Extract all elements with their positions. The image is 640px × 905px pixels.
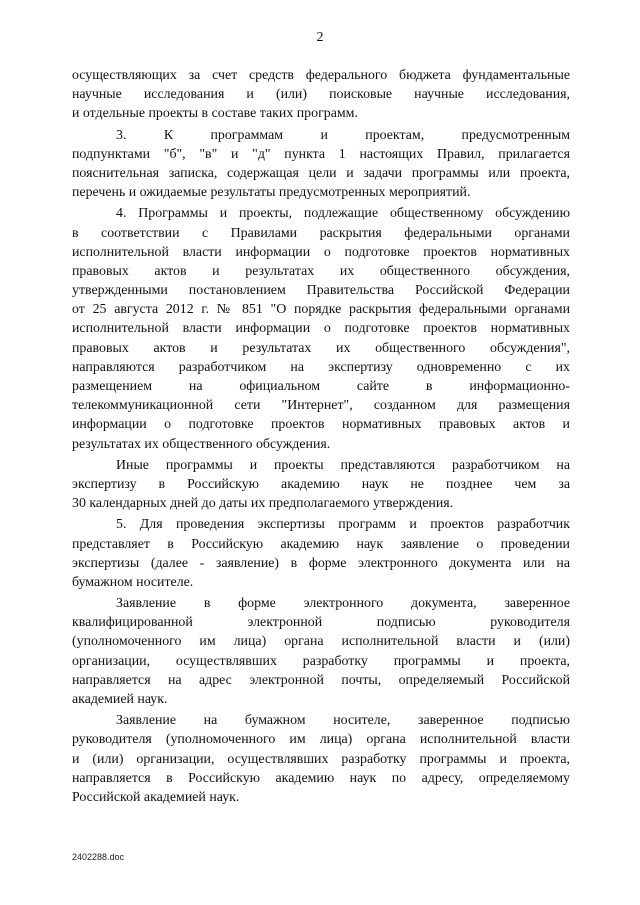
paragraph-continuation bbox=[72, 66, 570, 124]
text-line: Заявление в форме электронного документа, заверенное bbox=[116, 596, 570, 612]
text-line: телекоммуникационной сети "Интернет", созданном для размещения bbox=[72, 398, 570, 414]
text-line: Российской академией наук. bbox=[72, 789, 240, 805]
text-line: размещением на официальном сайте в информационно- bbox=[72, 379, 570, 394]
file-reference-footer: 2402288.doc bbox=[72, 852, 125, 862]
text-line: 4. Программы и проекты, подлежащие общественному обсуждению bbox=[116, 206, 570, 222]
text-line: научные исследования и (или) поисковые научные исследования, bbox=[72, 87, 570, 103]
text-line: правовых актов и результатах их общественного обсуждения, bbox=[72, 263, 570, 279]
text-line: академией наук. bbox=[72, 692, 168, 707]
text-line: подпунктами "б", "в" и "д" пункта 1 настоящих Правил, прилагается bbox=[72, 146, 570, 162]
text-line: 3. К программам и проектам, предусмотренным bbox=[116, 127, 570, 143]
text-line: исполнительной власти информации о подготовке проектов нормативных bbox=[72, 244, 570, 260]
text-line: руководителя (уполномоченного им лица) органа исполнительной власти bbox=[72, 732, 570, 748]
text-line: от 25 августа 2012 г. № 851 "О порядке раскрытия федеральными органами bbox=[72, 302, 570, 318]
paragraph-item-5-paper bbox=[72, 711, 570, 807]
text-line: экспертизы (далее - заявление) в форме электронного документа или на bbox=[72, 555, 570, 571]
text-line: исполнительной власти информации о подготовке проектов нормативных bbox=[72, 321, 570, 337]
text-line: бумажном носителе. bbox=[72, 574, 194, 590]
text-line: 5. Для проведения экспертизы программ и проектов разработчик bbox=[116, 517, 570, 533]
page-number: 2 bbox=[316, 30, 324, 45]
text-line: направляется на адрес электронной почты, определяемый Российской bbox=[72, 672, 570, 688]
text-line: квалифицированной электронной подписью руководителя bbox=[72, 615, 570, 631]
paragraph-item-5 bbox=[72, 515, 570, 592]
text-line: 30 календарных дней до даты их предполагаемого утверждения. bbox=[72, 496, 454, 512]
text-line: организации, осуществлявших разработку программы и проекта, bbox=[72, 653, 570, 669]
text-line: перечень и ожидаемые результаты предусмотренных мероприятий. bbox=[72, 185, 471, 201]
text-line: осуществляющих за счет средств федерального бюджета фундаментальные bbox=[72, 68, 570, 83]
text-line: информации о подготовке проектов нормативных правовых актов и bbox=[72, 417, 570, 433]
text-line: и (или) организации, осуществлявших разработку программы и проекта, bbox=[72, 751, 570, 767]
text-line: экспертизу в Российскую академию наук не позднее чем за bbox=[72, 476, 570, 492]
text-line: в соответствии с Правилами раскрытия федеральными органами bbox=[72, 225, 570, 241]
text-line: пояснительная записка, содержащая цели и задачи программы или проекта, bbox=[72, 165, 570, 181]
document-body bbox=[72, 66, 570, 807]
paragraph-item-4-other bbox=[72, 456, 570, 514]
text-line: направляются разработчиком на экспертизу одновременно с их bbox=[72, 359, 570, 375]
paragraph-item-3 bbox=[72, 126, 570, 203]
paragraph-item-5-electronic bbox=[72, 594, 570, 709]
text-line: правовых актов и результатах их общественного обсуждения", bbox=[72, 340, 570, 356]
text-line: представляет в Российскую академию наук заявление о проведении bbox=[72, 536, 570, 552]
text-line: Иные программы и проекты представляются разработчиком на bbox=[116, 457, 570, 473]
paragraph-item-4 bbox=[72, 204, 570, 453]
text-line: (уполномоченного им лица) органа исполнительной власти и (или) bbox=[72, 634, 570, 650]
text-line: результатах их общественного обсуждения. bbox=[72, 436, 331, 452]
text-line: и отдельные проекты в составе таких программ. bbox=[72, 106, 358, 122]
text-line: утвержденными постановлением Правительства Российской Федерации bbox=[72, 283, 570, 299]
text-line: Заявление на бумажном носителе, заверенное подписью bbox=[116, 713, 570, 729]
text-line: направляется в Российскую академию наук по адресу, определяемому bbox=[72, 770, 570, 786]
